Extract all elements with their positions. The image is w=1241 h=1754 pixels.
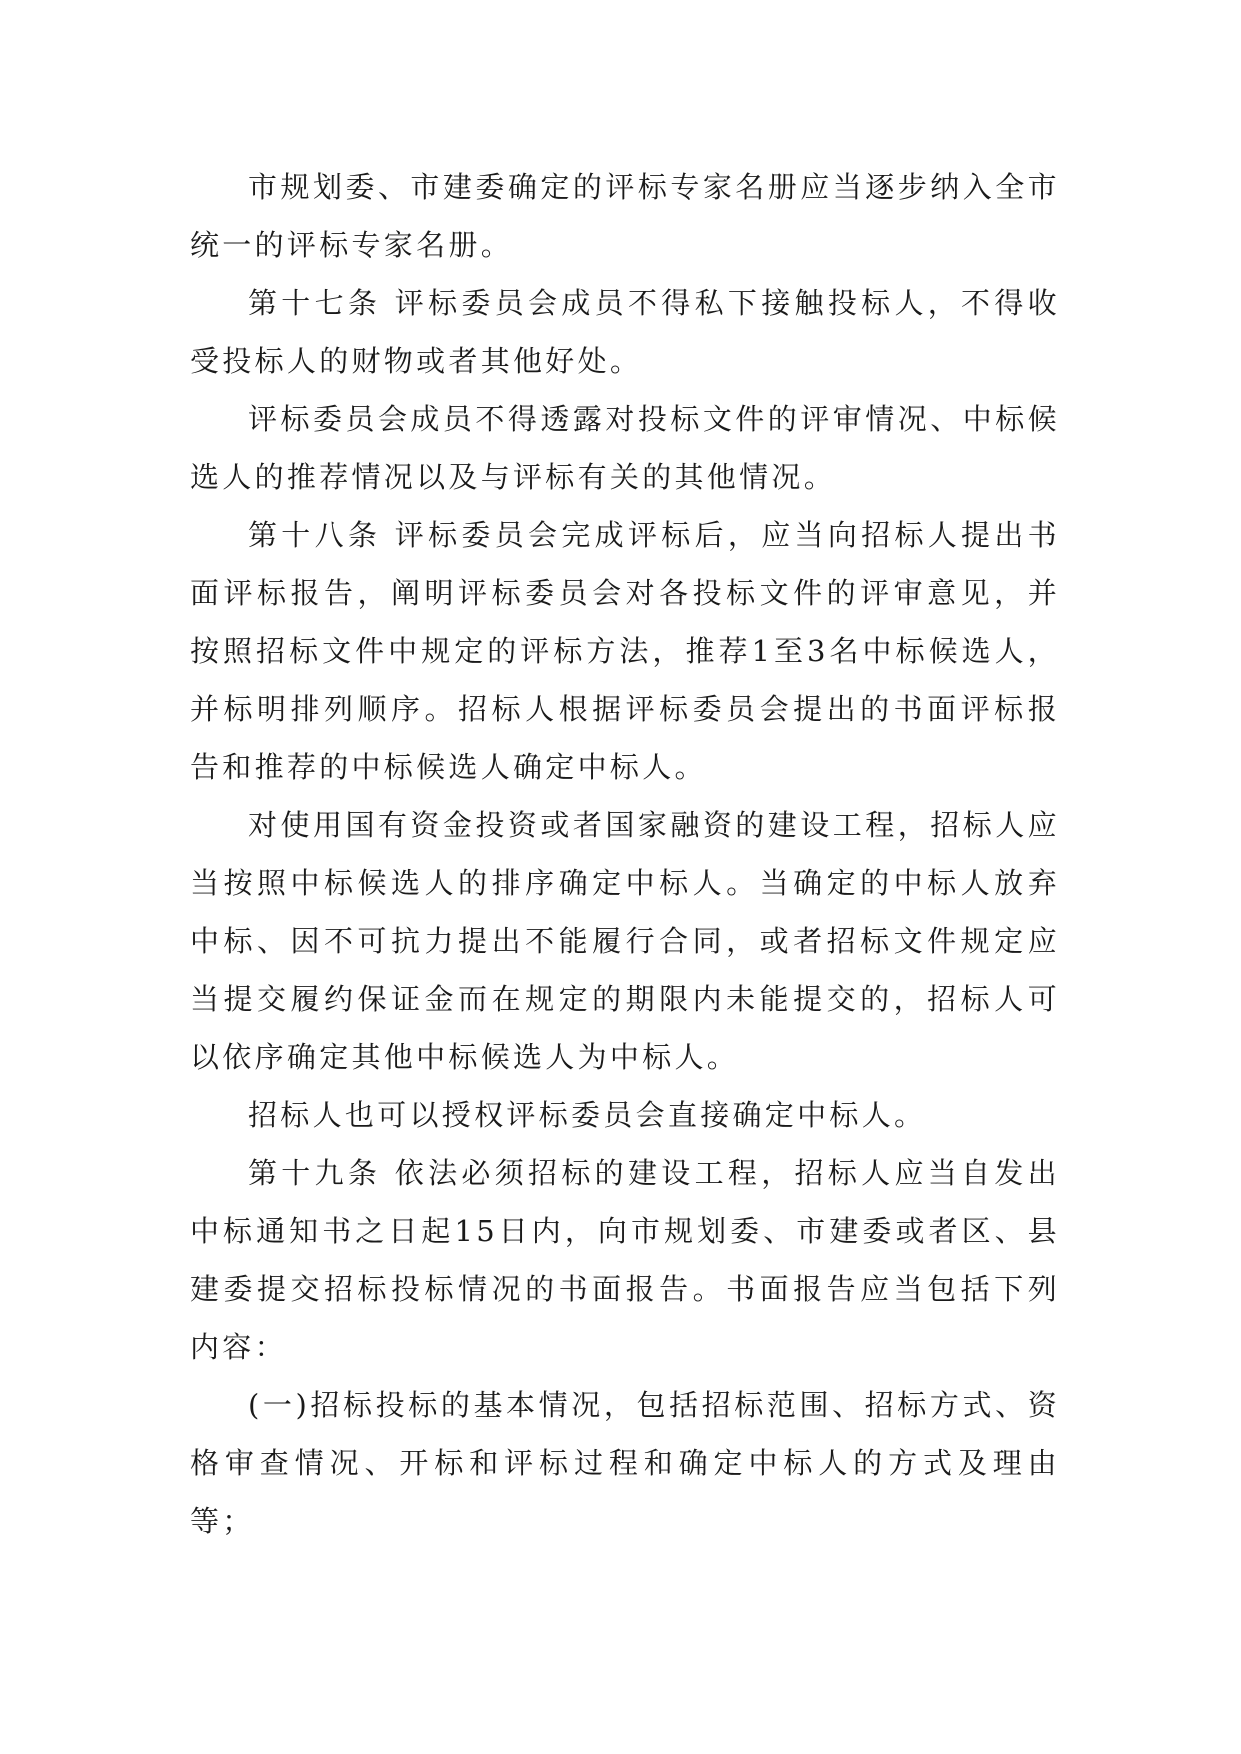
paragraph-confidentiality: 评标委员会成员不得透露对投标文件的评审情况、中标候选人的推荐情况以及与评标有关的其他情况。	[190, 402, 1060, 494]
paragraph-authorize: 招标人也可以授权评标委员会直接确定中标人。	[248, 1098, 927, 1132]
paragraph-state-funded: 对使用国有资金投资或者国家融资的建设工程，招标人应当按照中标候选人的排序确定中标人。当确定的中标人放弃中标、因不可抗力提出不能履行合同，或者招标文件规定应当提交履约保证金而在规定的期限内未能提交的，招标人可以依序确定其他中标候选人为中标人。	[190, 808, 1060, 1074]
paragraph-item-1: (一)招标投标的基本情况，包括招标范围、招标方式、资格审查情况、开标和评标过程和确定中标人的方式及理由等；	[190, 1388, 1060, 1538]
paragraph-expert-roster: 市规划委、市建委确定的评标专家名册应当逐步纳入全市统一的评标专家名册。	[190, 170, 1060, 262]
paragraph-article-17: 第十七条 评标委员会成员不得私下接触投标人，不得收受投标人的财物或者其他好处。	[190, 286, 1060, 378]
paragraph-article-18: 第十八条 评标委员会完成评标后，应当向招标人提出书面评标报告，阐明评标委员会对各投标文件的评审意见，并按照招标文件中规定的评标方法，推荐1至3名中标候选人，并标明排列顺序。招标人根据评标委员会提出的书面评标报告和推荐的中标候选人确定中标人。	[190, 518, 1060, 784]
document-body	[190, 158, 1060, 1550]
paragraph-article-19: 第十九条 依法必须招标的建设工程，招标人应当自发出中标通知书之日起15日内，向市规划委、市建委或者区、县建委提交招标投标情况的书面报告。书面报告应当包括下列内容：	[190, 1156, 1060, 1364]
